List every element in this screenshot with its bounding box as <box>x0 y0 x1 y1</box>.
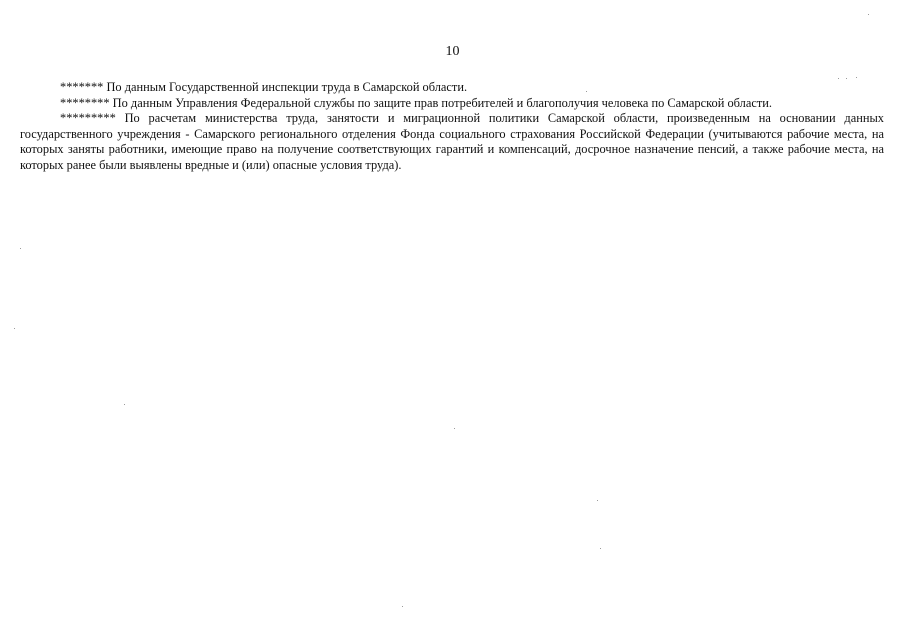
footnote-gosinspektsiya <box>20 80 884 96</box>
scan-speck <box>846 78 847 79</box>
footnote-text: По данным Управления Федеральной службы по защите прав потребителей и благополучия человека по Самарской области. <box>112 95 772 110</box>
scan-speck <box>838 78 839 79</box>
footnote-marker: ********* <box>60 111 116 125</box>
footnotes <box>20 80 884 173</box>
scan-speck <box>124 404 125 405</box>
scan-speck <box>20 248 21 249</box>
footnote-text: По данным Государственной инспекции труда в Самарской области. <box>106 80 468 94</box>
footnote-rospotrebnadzor <box>20 96 884 112</box>
scan-speck <box>856 77 857 78</box>
footnote-ministry-calculations <box>20 111 884 173</box>
footnote-text: По расчетам министерства труда, занятости и миграционной политики Самарской области, произведенным на основании данных государственного учреждения - Самарского регионального отделения Фонда социального страхования Российской Федерации (учитываются рабочие места, на которых заняты работники, имеющие право на получение соответствующих гарантий и компенсаций, досрочное назначение пенсий, а также рабочие места, на которых ранее были выявлены вредные и (или) опасные условия труда). <box>20 111 884 172</box>
scan-speck <box>597 500 598 501</box>
scan-speck <box>14 328 15 329</box>
scan-speck <box>402 606 403 607</box>
page-number: 10 <box>445 44 460 59</box>
scan-speck <box>600 548 601 549</box>
scan-speck <box>868 14 869 15</box>
scan-speck <box>586 91 587 92</box>
scan-speck <box>454 428 455 429</box>
footnote-marker: ******** <box>60 95 110 110</box>
footnote-marker: ******* <box>60 80 104 94</box>
